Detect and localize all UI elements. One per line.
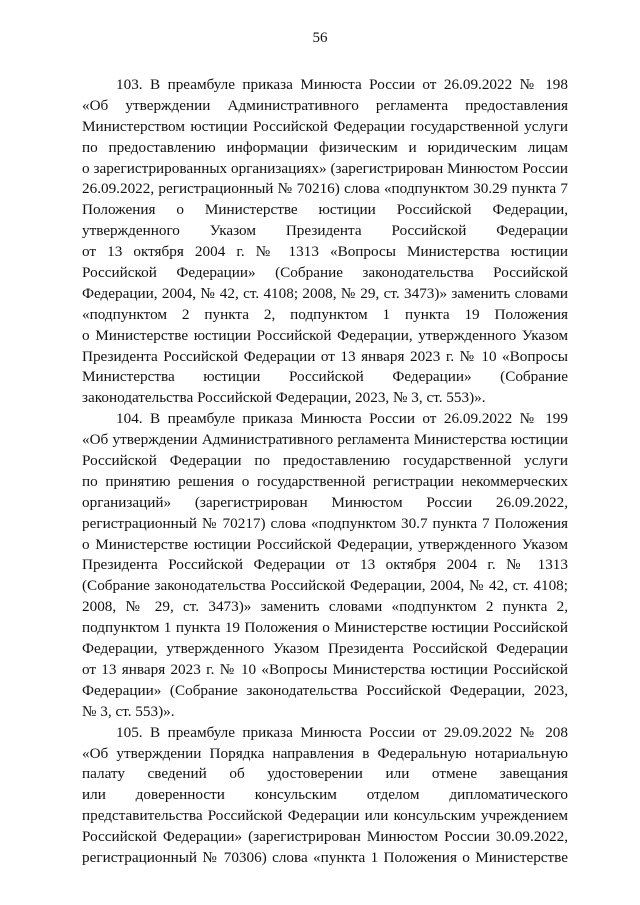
text-line: Президента Российской Федерации от 13 октября 2004 г. № 1313 (82, 556, 568, 574)
text-line: законодательства Российской Федерации, 2023, № 3, ст. 553)». (82, 389, 486, 407)
text-line: по принятию решения о государственной регистрации некоммерческих (82, 472, 568, 490)
text-line: утвержденного Указом Президента Российской Федерации (82, 222, 568, 240)
text-line: «Об утверждении Порядка направления в Федеральную нотариальную (82, 744, 568, 762)
text-line: 26.09.2022, регистрационный № 70216) слова «подпунктом 30.29 пункта 7 (82, 180, 568, 198)
text-line: № 3, ст. 553)». (82, 702, 175, 720)
text-line: организаций» (зарегистрирован Минюстом России 26.09.2022, (82, 493, 568, 511)
text-line: о Министерстве юстиции Российской Федерации, утвержденного Указом (82, 535, 568, 553)
text-line: Федерации, 2004, № 42, ст. 4108; 2008, № 29, ст. 3473)» заменить словами (82, 284, 568, 302)
text-line: представительства Российской Федерации или консульским учреждением (82, 807, 568, 825)
text-line: подпунктом 1 пункта 19 Положения о Министерстве юстиции Российской (82, 619, 568, 637)
text-line: «Об утверждении Административного регламента Министерства юстиции (82, 431, 568, 449)
text-line: или доверенности консульским отделом дипломатического (82, 786, 568, 804)
text-line: Положения о Министерстве юстиции Российской Федерации, (82, 201, 568, 219)
page-number: 56 (312, 30, 328, 46)
text-line: Министерством юстиции Российской Федерации государственной услуги (82, 117, 568, 135)
text-line: Российской Федерации» (зарегистрирован Минюстом России 30.09.2022, (82, 828, 568, 846)
text-line: по предоставлению информации физическим и юридическим лицам (82, 138, 568, 156)
paragraph-first-line: 103. В преамбуле приказа Минюста России от 26.09.2022 № 198 (116, 76, 568, 93)
text-line: от 13 октября 2004 г. № 1313 «Вопросы Министерства юстиции (82, 243, 568, 261)
text-line: регистрационный № 70217) слова «подпунктом 30.7 пункта 7 Положения (82, 514, 568, 532)
text-line: Российской Федерации по предоставлению государственной услуги (82, 452, 568, 470)
paragraph-first-line: 104. В преамбуле приказа Минюста России от 26.09.2022 № 199 (116, 410, 568, 428)
text-line: Министерства юстиции Российской Федерации» (Собрание (82, 368, 568, 386)
text-line: от 13 января 2023 г. № 10 «Вопросы Министерства юстиции Российской (82, 660, 568, 678)
text-line: Федерации» (Собрание законодательства Российской Федерации, 2023, (82, 681, 568, 699)
paragraph-first-line: 105. В преамбуле приказа Минюста России от 29.09.2022 № 208 (116, 723, 568, 741)
text-line: 2008, № 29, ст. 3473)» заменить словами «подпунктом 2 пункта 2, (82, 598, 568, 616)
text-line: (Собрание законодательства Российской Федерации, 2004, № 42, ст. 4108; (82, 577, 568, 595)
text-line: о зарегистрированных организациях» (зарегистрирован Минюстом России (82, 159, 568, 177)
text-line: «Об утверждении Административного регламента предоставления (82, 96, 568, 114)
document-body (82, 75, 568, 869)
text-line: Федерации, утвержденного Указом Президента Российской Федерации (82, 640, 568, 658)
text-line: Российской Федерации» (Собрание законодательства Российской (82, 264, 568, 282)
text-line: регистрационный № 70306) слова «пункта 1 Положения о Министерстве (82, 848, 568, 866)
text-line: о Министерстве юстиции Российской Федерации, утвержденного Указом (82, 326, 568, 344)
text-line: Президента Российской Федерации от 13 января 2023 г. № 10 «Вопросы (82, 347, 568, 365)
text-line: «подпунктом 2 пункта 2, подпунктом 1 пункта 19 Положения (82, 305, 568, 323)
text-line: палату сведений об удостоверении или отмене завещания (82, 765, 568, 783)
